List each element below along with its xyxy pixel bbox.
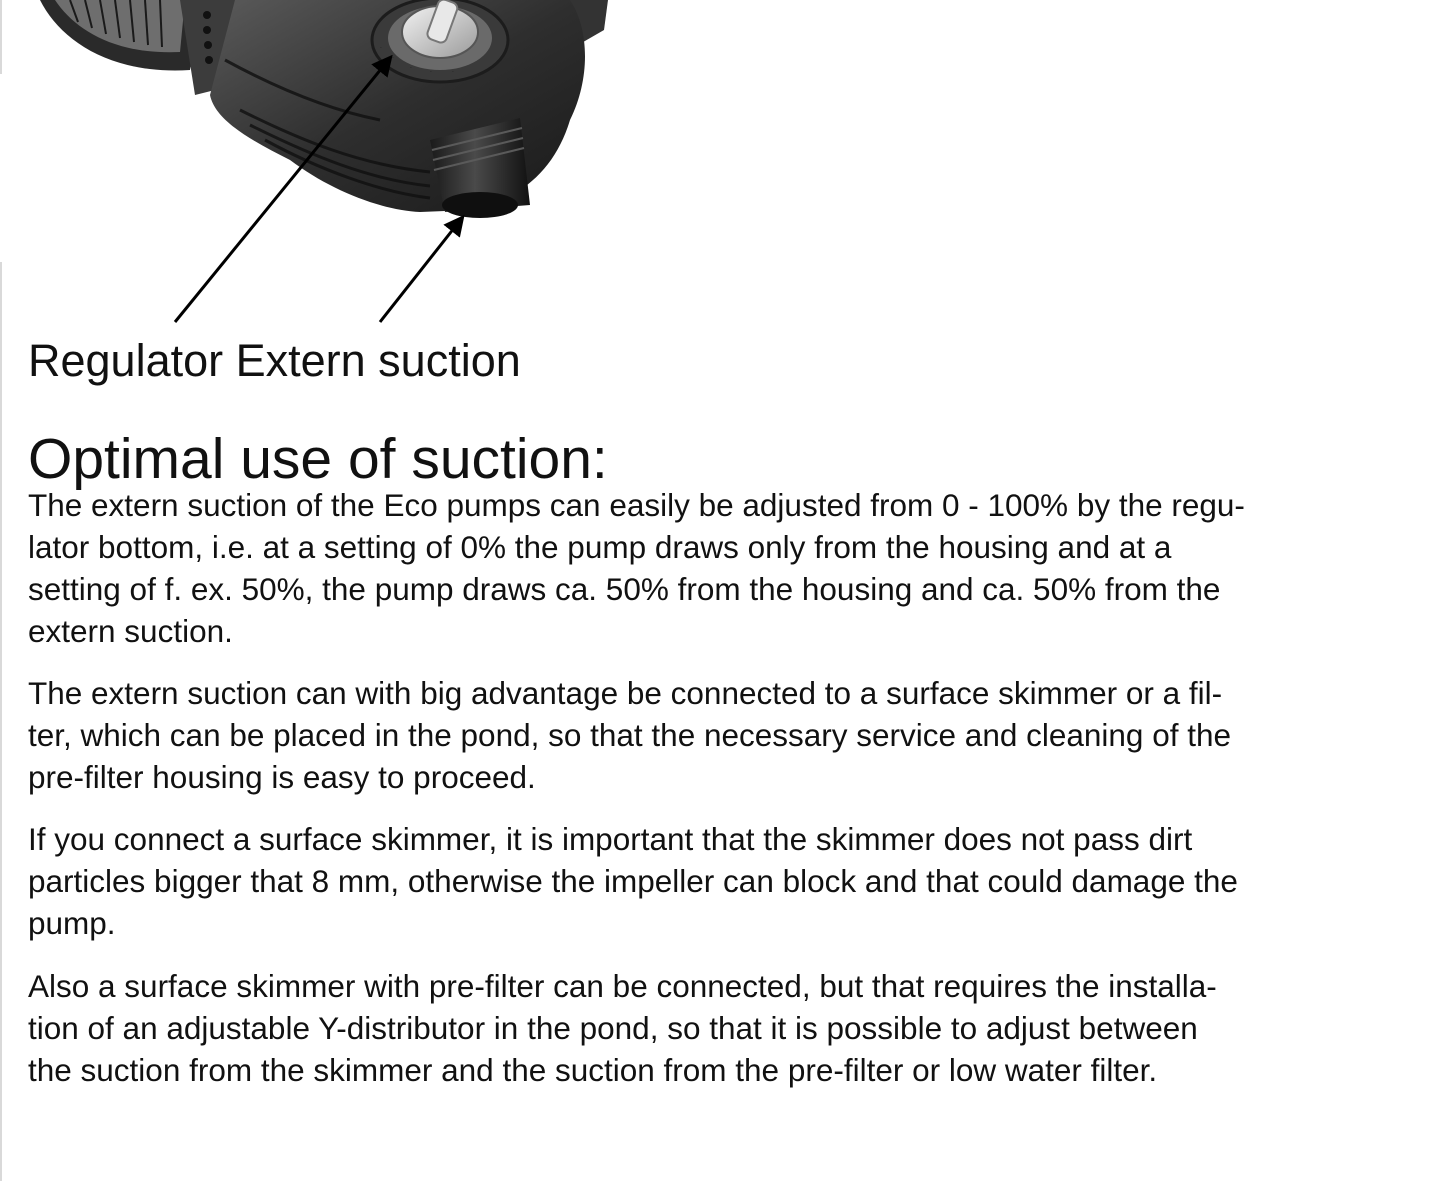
- section-heading: Optimal use of suction:: [28, 427, 608, 491]
- svg-text:·: ·: [392, 55, 394, 62]
- paragraph-dirt-particles: [28, 818, 1408, 944]
- svg-text:·: ·: [452, 69, 454, 76]
- pump-illustration: [0, 0, 640, 330]
- paragraph-adjustment: [28, 484, 1408, 652]
- text-line: tion of an adjustable Y-distributor in the pond, so that it is possible to adjust between: [28, 1010, 1198, 1046]
- text-line: The extern suction of the Eco pumps can easily be adjusted from 0 - 100% by the regu-: [28, 487, 1245, 523]
- text-line: setting of f. ex. 50%, the pump draws ca. 50% from the housing and ca. 50% from the: [28, 571, 1221, 607]
- pump-handle-ribbed: [40, 0, 235, 95]
- paragraph-skimmer-connection: [28, 672, 1408, 798]
- svg-text:·: ·: [430, 69, 432, 76]
- pump-housing: [210, 0, 585, 212]
- text-line: ter, which can be placed in the pond, so that the necessary service and cleaning of the: [28, 717, 1232, 753]
- svg-text:·: ·: [380, 45, 382, 52]
- text-line: extern suction.: [28, 613, 233, 649]
- text-line: pump.: [28, 905, 116, 941]
- text-line: If you connect a surface skimmer, it is important that the skimmer does not pass dirt: [28, 821, 1193, 857]
- text-line: Also a surface skimmer with pre-filter can be connected, but that requires the installa-: [28, 968, 1217, 1004]
- paragraph-y-distributor: [28, 965, 1408, 1091]
- extern-suction-arrow: [380, 218, 462, 322]
- svg-text:·: ·: [410, 65, 412, 72]
- figure-caption: Regulator Extern suction: [28, 335, 521, 386]
- text-line: pre-filter housing is easy to proceed.: [28, 759, 536, 795]
- text-line: lator bottom, i.e. at a setting of 0% the pump draws only from the housing and at a: [28, 529, 1172, 565]
- text-line: the suction from the skimmer and the suction from the pre-filter or low water filter.: [28, 1052, 1158, 1088]
- text-line: The extern suction can with big advantage be connected to a surface skimmer or a fil-: [28, 675, 1223, 711]
- text-line: particles bigger that 8 mm, otherwise the impeller can block and that could damage the: [28, 863, 1238, 899]
- page-left-border-bottom: [0, 262, 2, 1181]
